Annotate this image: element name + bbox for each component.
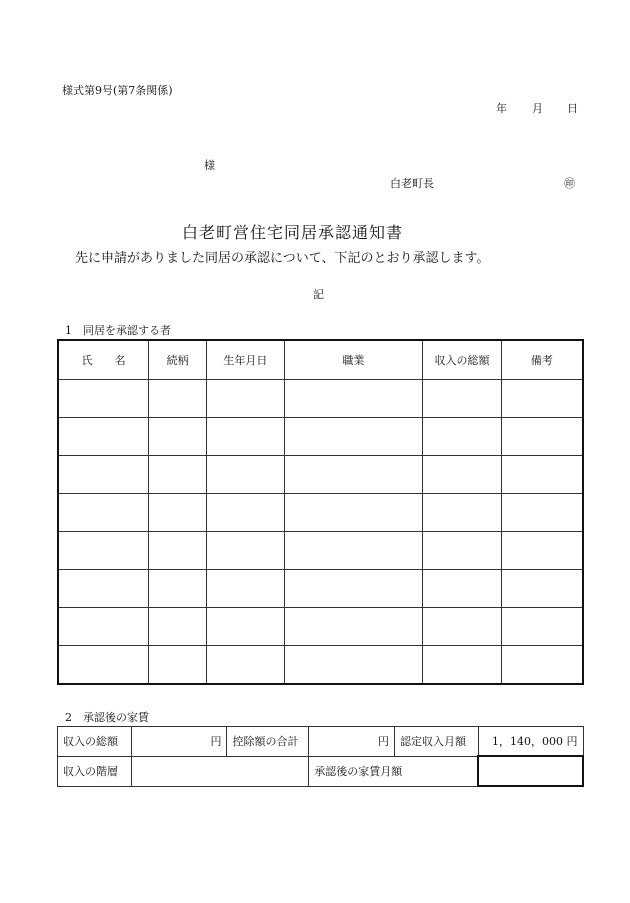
remarks-cell[interactable] <box>501 380 583 418</box>
income-total-label: 収入の総額 <box>58 727 132 757</box>
deduction-total-label: 控除額の合計 <box>227 727 309 757</box>
table-row <box>58 570 583 608</box>
table-row <box>58 494 583 532</box>
date-year-label: 年 <box>496 102 507 115</box>
occupation-cell[interactable] <box>284 456 422 494</box>
section1-heading: 1 同居を承認する者 <box>65 324 171 337</box>
birthdate-cell[interactable] <box>207 570 285 608</box>
relation-cell[interactable] <box>149 418 207 456</box>
table-row <box>58 456 583 494</box>
income-cell[interactable] <box>423 608 502 646</box>
table-row <box>58 380 583 418</box>
occupation-cell[interactable] <box>284 608 422 646</box>
monthly-rent-field[interactable] <box>478 756 583 786</box>
occupation-cell[interactable] <box>284 380 422 418</box>
document-title: 白老町営住宅同居承認通知書 <box>182 223 404 242</box>
occupation-cell[interactable] <box>284 532 422 570</box>
income-cell[interactable] <box>423 532 502 570</box>
relation-cell[interactable] <box>149 570 207 608</box>
birthdate-cell[interactable] <box>207 380 285 418</box>
remarks-cell[interactable] <box>501 456 583 494</box>
col-birthdate-header: 生年月日 <box>207 340 285 380</box>
name-cell[interactable] <box>58 570 149 608</box>
occupation-cell[interactable] <box>284 418 422 456</box>
deduction-total-field[interactable]: 円 <box>309 727 395 757</box>
occupation-cell[interactable] <box>284 494 422 532</box>
form-number: 様式第9号(第7条関係) <box>62 84 173 97</box>
rent-table <box>57 726 584 787</box>
income-level-field[interactable] <box>131 756 308 786</box>
income-cell[interactable] <box>423 646 502 685</box>
remarks-cell[interactable] <box>501 418 583 456</box>
income-level-label: 収入の階層 <box>58 756 132 786</box>
date-day-label: 日 <box>567 102 578 115</box>
income-cell[interactable] <box>423 570 502 608</box>
birthdate-cell[interactable] <box>207 494 285 532</box>
intro-text: 先に申請がありました同居の承認について、下記のとおり承認します。 <box>75 251 490 266</box>
income-cell[interactable] <box>423 418 502 456</box>
table-row <box>58 532 583 570</box>
birthdate-cell[interactable] <box>207 418 285 456</box>
remarks-cell[interactable] <box>501 532 583 570</box>
table-row <box>58 608 583 646</box>
rent-row-1 <box>58 727 584 757</box>
name-cell[interactable] <box>58 494 149 532</box>
income-cell[interactable] <box>423 494 502 532</box>
section2-heading: 2 承認後の家賃 <box>65 711 149 724</box>
birthdate-cell[interactable] <box>207 646 285 685</box>
date-month-label: 月 <box>532 102 543 115</box>
name-cell[interactable] <box>58 418 149 456</box>
occupation-cell[interactable] <box>284 570 422 608</box>
col-remarks-header: 備考 <box>501 340 583 380</box>
certified-income-value[interactable]: 1，140，000 円 <box>478 727 583 757</box>
recipient-suffix: 様 <box>204 159 215 172</box>
birthdate-cell[interactable] <box>207 532 285 570</box>
birthdate-cell[interactable] <box>207 456 285 494</box>
name-cell[interactable] <box>58 456 149 494</box>
seal-icon: ㊞ <box>564 177 575 190</box>
rent-row-2 <box>58 756 584 786</box>
issuer-name: 白老町長 <box>390 177 434 190</box>
remarks-cell[interactable] <box>501 646 583 685</box>
col-income-header: 収入の総額 <box>423 340 502 380</box>
col-relation-header: 続柄 <box>149 340 207 380</box>
residents-header-row <box>58 340 583 380</box>
col-occupation-header: 職業 <box>284 340 422 380</box>
remarks-cell[interactable] <box>501 494 583 532</box>
table-row <box>58 646 583 685</box>
name-cell[interactable] <box>58 380 149 418</box>
ki-label: 記 <box>313 288 324 301</box>
income-total-field[interactable]: 円 <box>131 727 227 757</box>
birthdate-cell[interactable] <box>207 608 285 646</box>
residents-table <box>57 339 584 685</box>
remarks-cell[interactable] <box>501 570 583 608</box>
relation-cell[interactable] <box>149 532 207 570</box>
col-name-header: 氏 名 <box>58 340 149 380</box>
relation-cell[interactable] <box>149 456 207 494</box>
relation-cell[interactable] <box>149 608 207 646</box>
income-cell[interactable] <box>423 380 502 418</box>
relation-cell[interactable] <box>149 494 207 532</box>
relation-cell[interactable] <box>149 380 207 418</box>
certified-income-label: 認定収入月額 <box>394 727 478 757</box>
monthly-rent-label: 承認後の家賃月額 <box>309 756 478 786</box>
relation-cell[interactable] <box>149 646 207 685</box>
name-cell[interactable] <box>58 532 149 570</box>
name-cell[interactable] <box>58 608 149 646</box>
table-row <box>58 418 583 456</box>
income-cell[interactable] <box>423 456 502 494</box>
occupation-cell[interactable] <box>284 646 422 685</box>
remarks-cell[interactable] <box>501 608 583 646</box>
name-cell[interactable] <box>58 646 149 685</box>
